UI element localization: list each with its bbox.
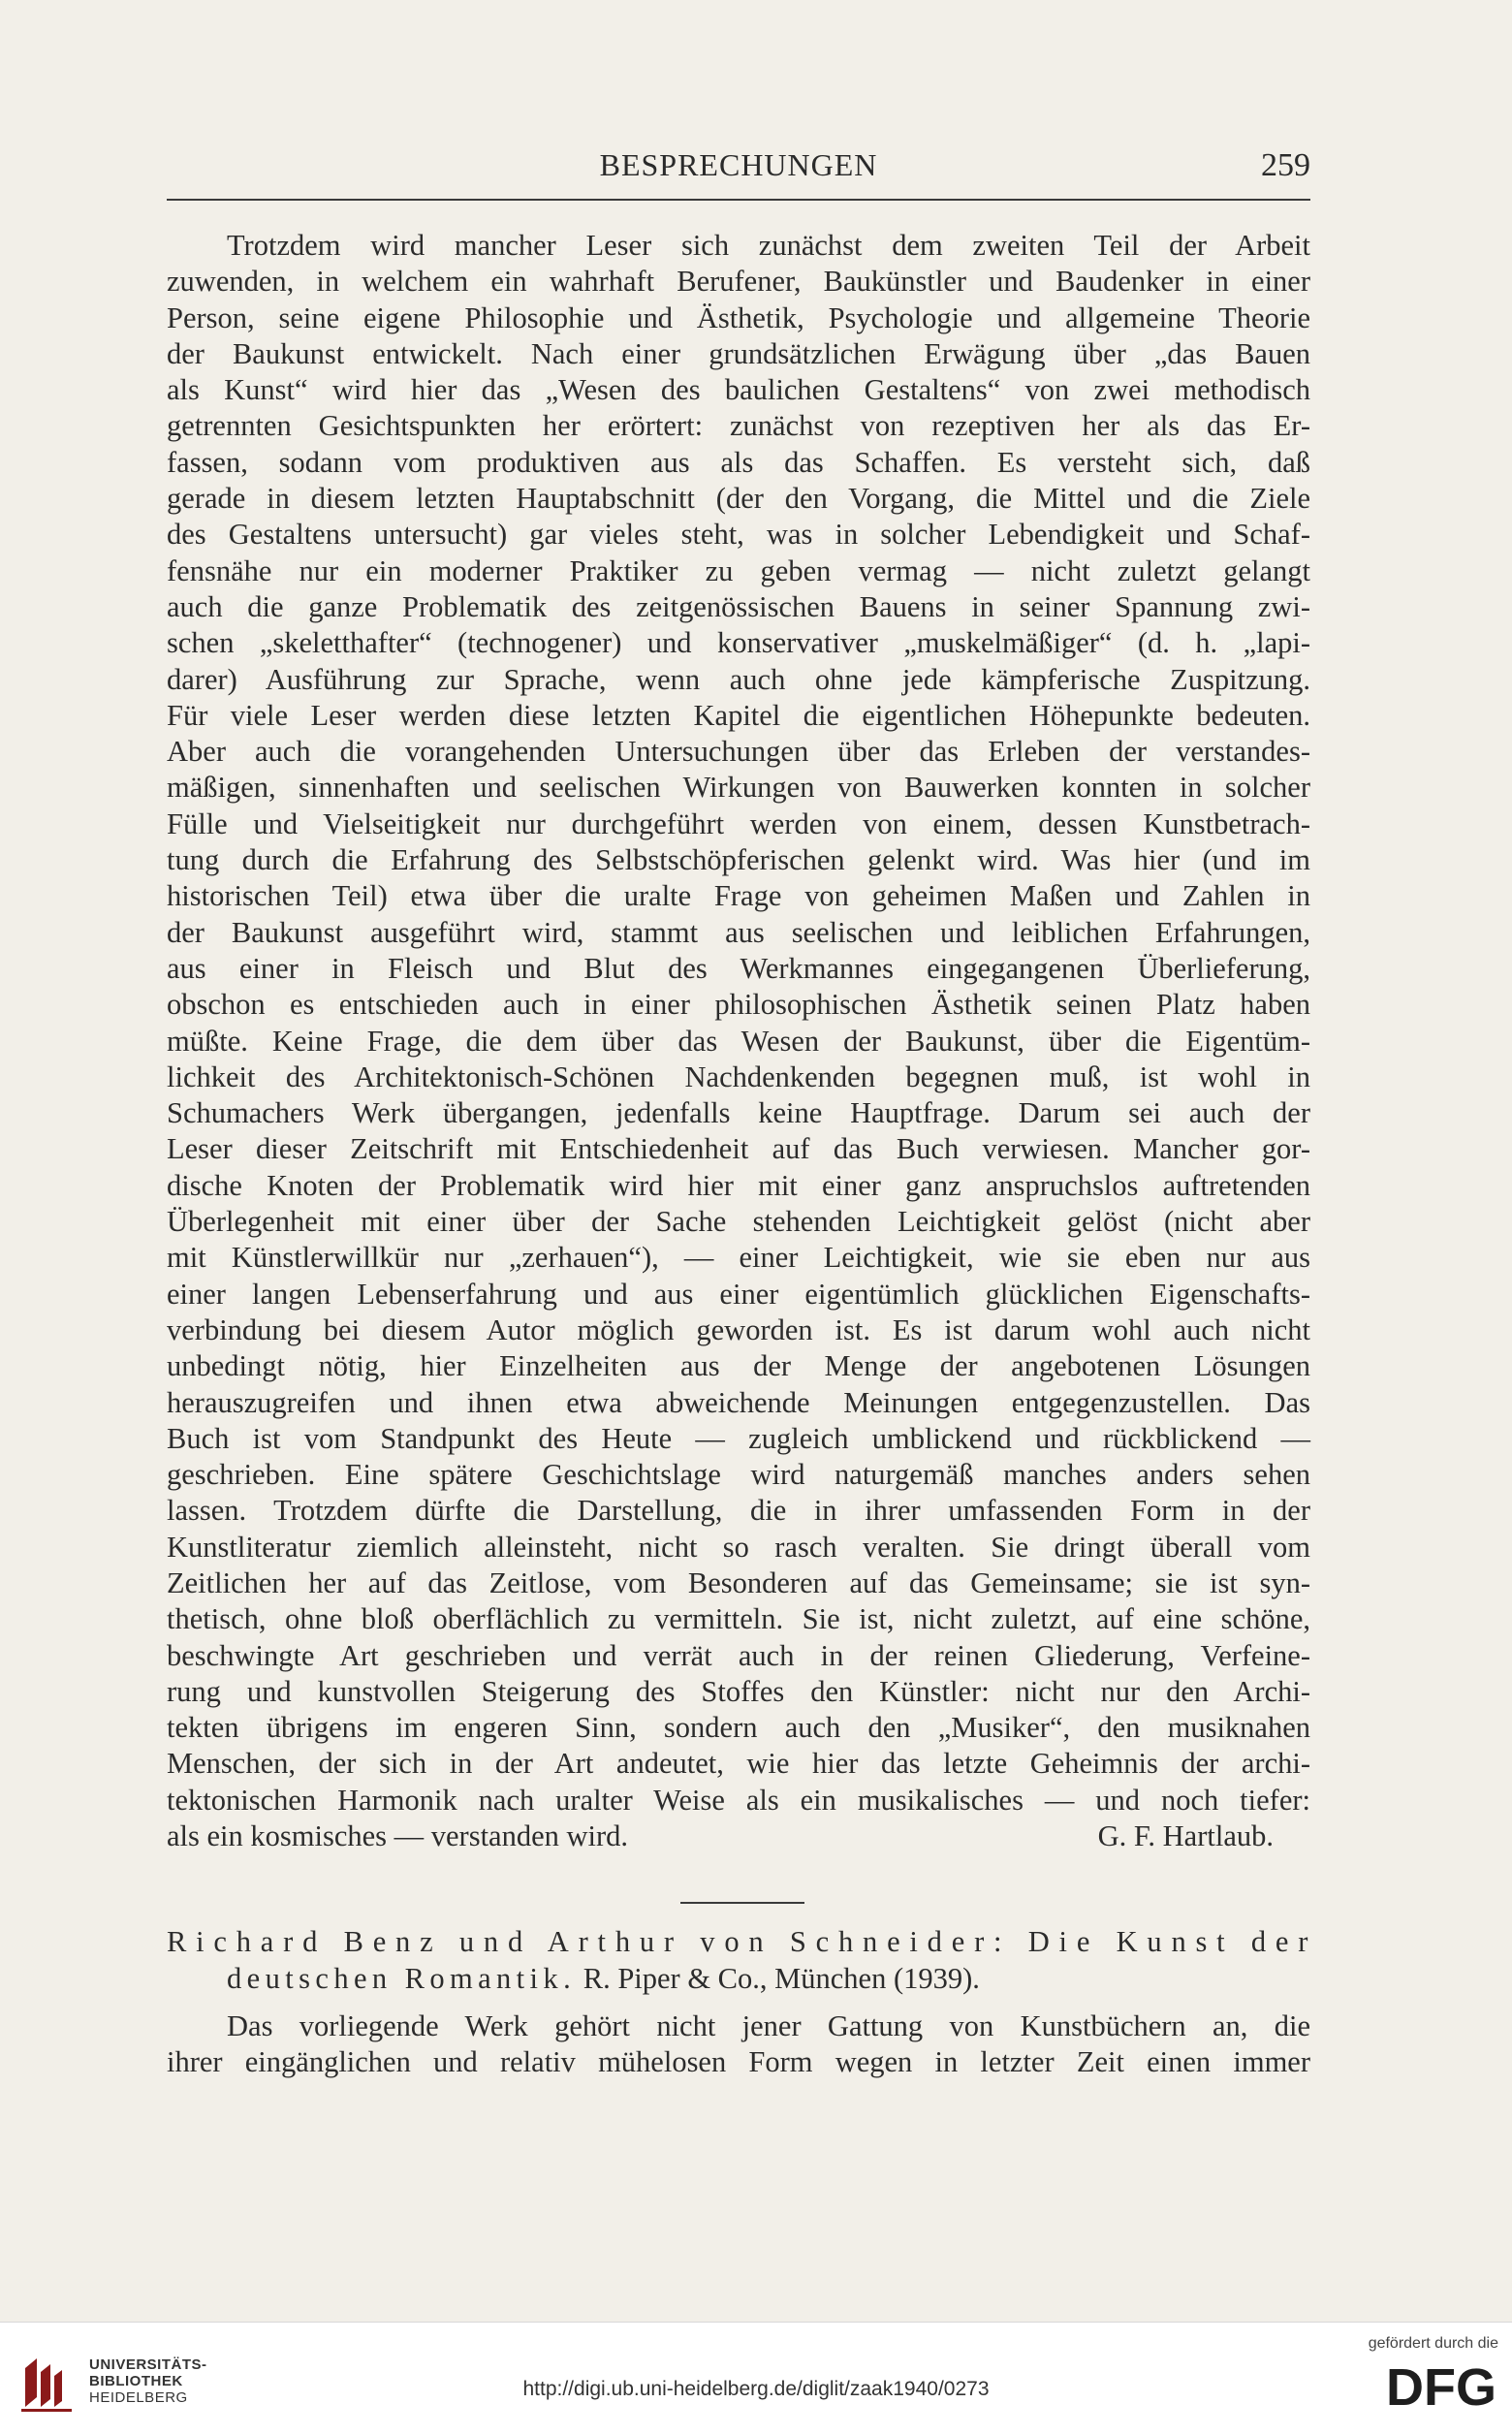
footer-divider	[0, 2322, 1512, 2323]
text-line: zuwenden, in welchem ein wahrhaft Berufener, Baukünstler und Baudenker in einer	[167, 265, 1310, 299]
text-line: Buch ist vom Standpunkt des Heute — zugleich umblickend und rückblickend —	[167, 1421, 1310, 1455]
text-line: einer langen Lebenserfahrung und aus einer eigentümlich glücklichen Eigenschafts-	[167, 1277, 1310, 1311]
library-name-line2: BIBLIOTHEK	[89, 2373, 183, 2389]
text-line: Trotzdem wird mancher Leser sich zunächst dem zweiten Teil der Arbeit	[227, 229, 1310, 262]
text-line: aus einer in Fleisch und Blut des Werkmannes eingegangenen Überlieferung,	[167, 951, 1310, 985]
digitization-footer	[0, 2322, 1512, 2435]
header-rule	[167, 199, 1310, 201]
text-line: tung durch die Erfahrung des Selbstschöpferischen gelenkt wird. Was hier (und im	[167, 843, 1310, 877]
text-line: rung und kunstvollen Steigerung des Stoffes den Künstler: nicht nur den Archi-	[167, 1674, 1310, 1708]
text-line: dische Knoten der Problematik wird hier mit einer ganz anspruchslos auftretenden	[167, 1168, 1310, 1202]
text-line: beschwingte Art geschrieben und verrät auch in der reinen Gliederung, Verfeine-	[167, 1638, 1310, 1672]
text-line: Aber auch die vorangehenden Untersuchungen über das Erleben der verstandes-	[167, 735, 1310, 769]
text-line: unbedingt nötig, hier Einzelheiten aus der Menge der angebotenen Lösungen	[167, 1349, 1310, 1383]
reviewer-signature: G. F. Hartlaub.	[1097, 1819, 1274, 1853]
dfg-logo-icon	[1353, 2360, 1498, 2411]
text-line: Das vorliegende Werk gehört nicht jener Gattung von Kunstbüchern an, die	[227, 2009, 1310, 2042]
text-line: lichkeit des Architektonisch-Schönen Nachdenkenden begegnen muß, ist wohl in	[167, 1059, 1310, 1093]
text-line: Schumachers Werk übergangen, jedenfalls keine Hauptfrage. Darum sei auch der	[167, 1096, 1310, 1130]
text-line: Kunstliteratur ziemlich alleinsteht, nicht so rasch veralten. Sie dringt überall vom	[167, 1530, 1310, 1564]
text-line: Person, seine eigene Philosophie und Ästhetik, Psychologie und allgemeine Theorie	[167, 300, 1310, 334]
text-line: verbindung bei diesem Autor möglich geworden ist. Es ist darum wohl auch nicht	[167, 1312, 1310, 1346]
review-heading	[167, 1923, 1318, 1997]
page-number: 259	[1261, 147, 1310, 183]
text-line: historischen Teil) etwa über die uralte Frage von geheimen Maßen und Zahlen in	[167, 879, 1310, 913]
text-line: als Kunst“ wird hier das „Wesen des baulichen Gestaltens“ von zwei methodisch	[167, 373, 1310, 407]
text-line: thetisch, ohne bloß oberflächlich zu vermitteln. Sie ist, nicht zuletzt, auf eine schöne,	[167, 1602, 1310, 1636]
text-line: müßte. Keine Frage, die dem über das Wesen der Baukunst, über die Eigentüm-	[167, 1024, 1310, 1058]
text-line: des Gestaltens untersucht) gar vieles steht, was in solcher Lebendigkeit und Schaf-	[167, 518, 1310, 552]
text-line: getrennten Gesichtspunkten her erörtert: zunächst von rezeptiven her als das Er-	[167, 409, 1310, 443]
text-line: gerade in diesem letzten Hauptabschnitt (der den Vorgang, die Mittel und die Ziele	[167, 482, 1310, 516]
text-line: schen „skeletthafter“ (technogener) und konservativer „muskelmäßiger“ (d. h. „lapi-	[167, 626, 1310, 660]
text-line: Menschen, der sich in der Art andeutet, wie hier das letzte Geheimnis der archi-	[167, 1747, 1310, 1781]
text-line: der Baukunst ausgeführt wird, stammt aus seelischen und leiblichen Erfahrungen,	[167, 915, 1310, 949]
library-name-line3: HEIDELBERG	[89, 2389, 188, 2406]
text-line: der Baukunst entwickelt. Nach einer grundsätzlichen Erwägung über „das Bauen	[167, 336, 1310, 370]
text-line: geschrieben. Eine spätere Geschichtslage wird naturgemäß manches anders sehen	[167, 1458, 1310, 1492]
funding-label: gefördert durch die	[1368, 2335, 1498, 2352]
text-line: auch die ganze Problematik des zeitgenössischen Bauens in seiner Spannung zwi-	[167, 589, 1310, 623]
text-line: mit Künstlerwillkür nur „zerhauen“), — einer Leichtigkeit, wie sie eben nur aus	[167, 1241, 1310, 1275]
text-line: darer) Ausführung zur Sprache, wenn auch ohne jede kämpferische Zuspitzung.	[167, 662, 1310, 696]
text-line: tektonischen Harmonik nach uralter Weise als ein musikalisches — und noch tiefer:	[167, 1783, 1310, 1817]
section-separator	[680, 1902, 804, 1904]
text-line: mäßigen, sinnenhaften und seelischen Wirkungen von Bauwerken konnten in solcher	[167, 771, 1310, 805]
text-line: Überlegenheit mit einer über der Sache stehenden Leichtigkeit gelöst (nicht aber	[167, 1205, 1310, 1239]
review-body-romantik	[167, 2008, 1310, 2081]
text-line: lassen. Trotzdem dürfte die Darstellung, die in ihrer umfassenden Form in der	[167, 1494, 1310, 1528]
closing-line	[167, 1818, 1310, 1854]
running-title: BESPRECHUNGEN	[599, 147, 878, 182]
closing-text: als ein kosmisches — verstanden wird.	[167, 1819, 629, 1853]
library-name-line1: UNIVERSITÄTS-	[89, 2356, 207, 2373]
review-body-hartlaub	[167, 228, 1310, 1854]
review-heading-authors-title: Richard Benz und Arthur von Schneider: Die Kunst der	[167, 1925, 1318, 1958]
dfg-logo-text: DFG	[1386, 2360, 1496, 2411]
text-line: Für viele Leser werden diese letzten Kapitel die eigentlichen Höhepunkte bedeuten.	[167, 698, 1310, 732]
review-heading-title-end: deutschen Romantik.	[227, 1962, 577, 1995]
text-line: fassen, sodann vom produktiven aus als das Schaffen. Es versteht sich, daß	[167, 445, 1310, 479]
text-line: Leser dieser Zeitschrift mit Entschiedenheit auf das Buch verwiesen. Mancher gor-	[167, 1132, 1310, 1166]
text-line: fensnähe nur ein moderner Praktiker zu geben vermag — nicht zuletzt gelangt	[167, 553, 1310, 587]
text-line: Fülle und Vielseitigkeit nur durchgeführt werden von einem, dessen Kunstbetrach-	[167, 806, 1310, 840]
funding-notice	[1353, 2335, 1498, 2415]
text-line: tekten übrigens im engeren Sinn, sondern auch den „Musiker“, den musiknahen	[167, 1711, 1310, 1745]
text-line: Zeitlichen her auf das Zeitlose, vom Besonderen auf das Gemeinsame; sie ist syn-	[167, 1565, 1310, 1599]
text-line: obschon es entschieden auch in einer philosophischen Ästhetik seinen Platz haben	[167, 988, 1310, 1022]
running-header	[167, 147, 1310, 194]
review-heading-imprint: R. Piper & Co., München (1939).	[576, 1962, 980, 1995]
review-heading-publisher	[167, 1960, 1310, 1997]
text-line: ihrer eingänglichen und relativ mühelosen Form wegen in letzter Zeit einen immer	[167, 2045, 1310, 2079]
permalink-url[interactable]: http://digi.ub.uni-heidelberg.de/diglit/zaak1940/0273	[522, 2378, 990, 2400]
text-line: herauszugreifen und ihnen etwa abweichende Meinungen entgegenzustellen. Das	[167, 1385, 1310, 1419]
